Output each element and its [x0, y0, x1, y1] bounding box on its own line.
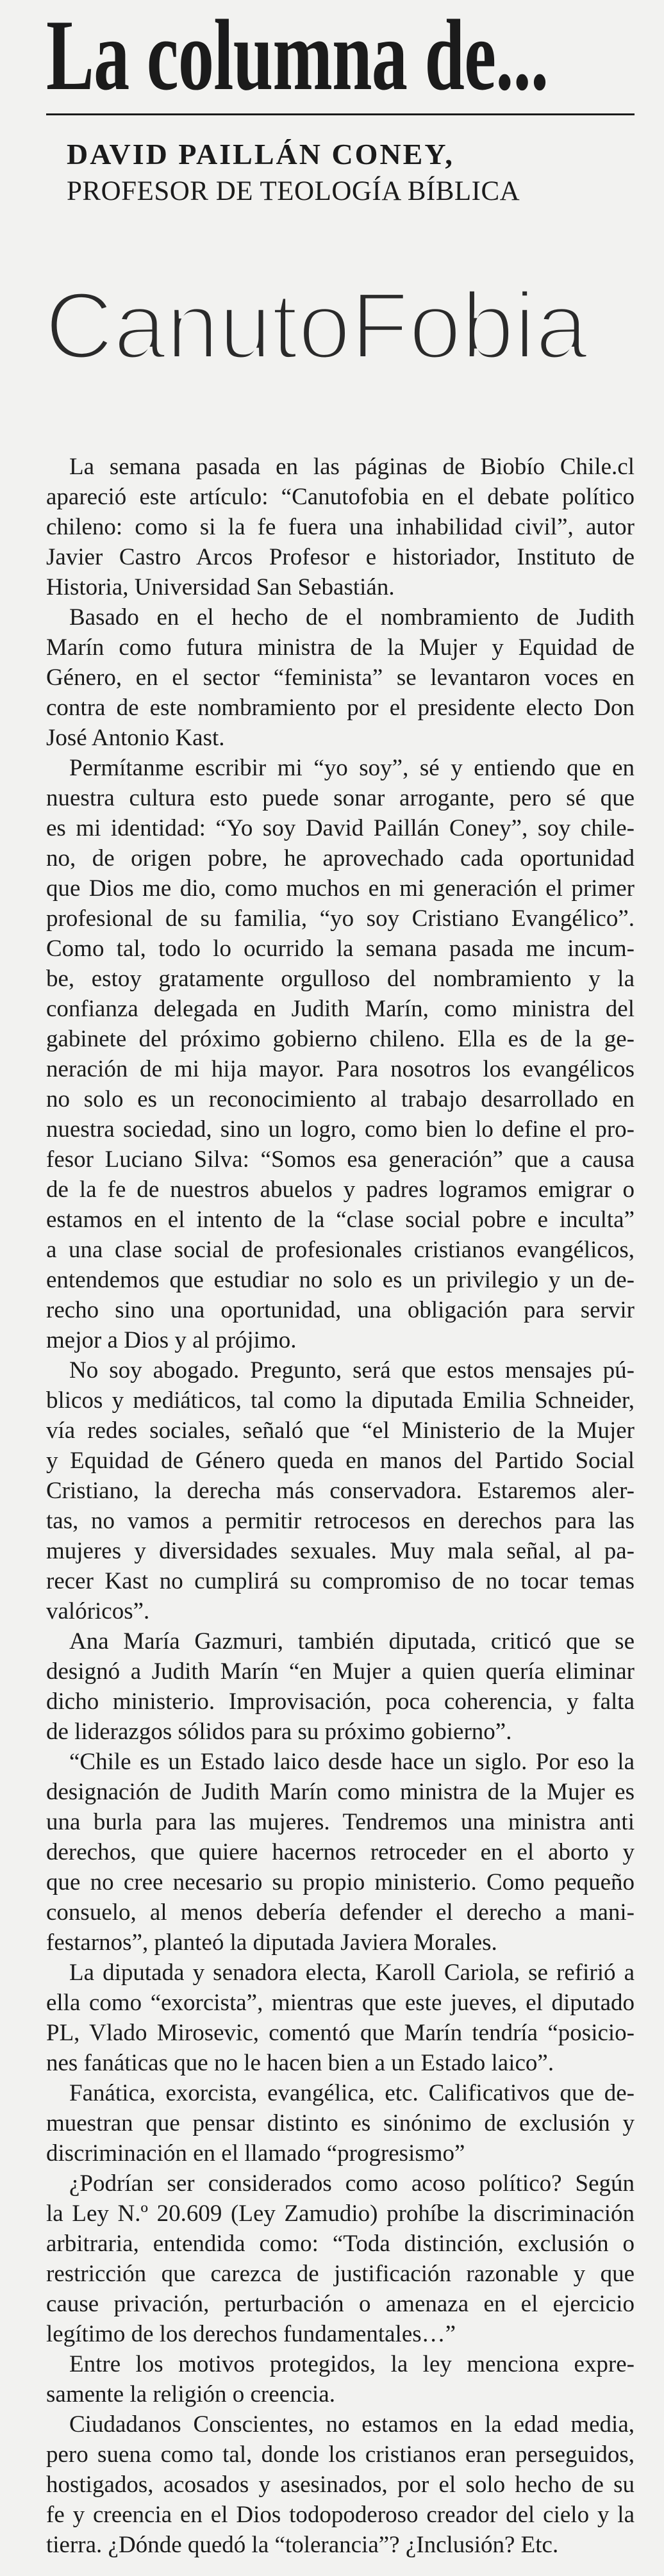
article-paragraph: [46, 602, 635, 753]
article-paragraph: [46, 2078, 635, 2168]
paragraph-line: blicos y mediáticos, tal como la diputada Emilia Schneider,: [46, 1387, 635, 1414]
paragraph-line: neración de mi hija mayor. Para nosotros los evangélicos: [46, 1056, 635, 1082]
paragraph-line: y Equidad de Género queda en manos del Partido Social: [46, 1448, 635, 1474]
paragraph-line: designación de Judith Marín como ministra de la Mujer es: [46, 1779, 635, 1805]
paragraph-line: cause privación, perturbación o amenaza en el ejercicio: [46, 2291, 635, 2317]
article-paragraph: [46, 2409, 635, 2560]
article-paragraph: [46, 2349, 635, 2409]
paragraph-line: apareció este artículo: “Canutofobia en el debate político: [46, 484, 635, 510]
paragraph-line: estamos en el intento de la “clase social pobre e inculta”: [46, 1207, 635, 1233]
paragraph-line: Marín como futura ministra de la Mujer y Equidad de: [46, 634, 635, 661]
paragraph-line: Como tal, todo lo ocurrido la semana pasada me incum-: [46, 936, 635, 962]
paragraph-line: recer Kast no cumplirá su compromiso de no tocar temas: [46, 1568, 635, 1594]
paragraph-line: samente la religión o creencia.: [46, 2381, 335, 2407]
paragraph-line: legítimo de los derechos fundamentales…”: [46, 2321, 456, 2347]
paragraph-line: que no cree necesario su propio ministerio. Como pequeño: [46, 1869, 635, 1895]
paragraph-line: que Dios me dio, como muchos en mi generación el primer: [46, 875, 635, 902]
paragraph-line: tas, no vamos a permitir retrocesos en derechos para las: [46, 1508, 635, 1534]
paragraph-line: muestran que pensar distinto es sinónimo de exclusión y: [46, 2110, 635, 2136]
paragraph-line: fesor Luciano Silva: “Somos esa generación” que a causa: [46, 1146, 635, 1173]
paragraph-line: Historia, Universidad San Sebastián.: [46, 574, 395, 600]
paragraph-line: restricción que carezca de justificación razonable y que: [46, 2261, 635, 2287]
article-paragraph: [46, 1958, 635, 2078]
paragraph-line: be, estoy gratamente orgulloso del nombramiento y la: [46, 966, 635, 992]
paragraph-line: gabinete del próximo gobierno chileno. Ella es de la ge-: [46, 1026, 635, 1052]
article-headline: CanutoFobia: [45, 273, 588, 379]
paragraph-line: nes fanáticas que no le hacen bien a un Estado laico”.: [46, 2050, 554, 2076]
paragraph-line: festarnos”, planteó la diputada Javiera Morales.: [46, 1929, 497, 1956]
paragraph-line: dicho ministerio. Improvisación, poca coherencia, y falta: [46, 1688, 635, 1715]
paragraph-line: valóricos”.: [46, 1598, 150, 1624]
paragraph-line: Ciudadanos Conscientes, no estamos en la edad media,: [69, 2411, 635, 2438]
paragraph-line: ¿Podrían ser considerados como acoso político? Según: [69, 2170, 635, 2197]
paragraph-line: Género, en el sector “feminista” se levantaron voces en: [46, 665, 635, 691]
section-title: La columna de...: [46, 0, 549, 111]
paragraph-line: la Ley N.º 20.609 (Ley Zamudio) prohíbe la discriminación: [46, 2200, 635, 2227]
paragraph-line: tierra. ¿Dónde quedó la “tolerancia”? ¿Inclusión? Etc.: [46, 2532, 559, 2558]
article-paragraph: [46, 1355, 635, 1626]
paragraph-line: ella como “exorcista”, mientras que este jueves, el diputado: [46, 1990, 635, 2016]
paragraph-line: entendemos que estudiar no solo es un privilegio y un de-: [46, 1267, 635, 1293]
paragraph-line: PL, Vlado Mirosevic, comentó que Marín tendría “posicio-: [46, 2020, 635, 2046]
paragraph-line: Basado en el hecho de el nombramiento de Judith: [69, 604, 635, 631]
article-paragraph: [46, 1626, 635, 1747]
author-name: DAVID PAILLÁN CONEY,: [67, 138, 454, 170]
paragraph-line: Cristiano, la derecha más conservadora. Estaremos aler-: [46, 1478, 635, 1504]
paragraph-line: Ana María Gazmuri, también diputada, criticó que se: [69, 1628, 635, 1655]
paragraph-line: La semana pasada en las páginas de Biobío Chile.cl: [69, 454, 635, 480]
paragraph-line: nuestra sociedad, sino un logro, como bien lo define el pro-: [46, 1116, 635, 1143]
paragraph-line: discriminación en el llamado “progresismo”: [46, 2140, 465, 2167]
byline: [67, 136, 520, 210]
paragraph-line: vía redes sociales, señaló que “el Ministerio de la Mujer: [46, 1417, 635, 1444]
paragraph-line: Fanática, exorcista, evangélica, etc. Calificativos que de-: [69, 2080, 635, 2106]
header-rule: [46, 113, 635, 115]
paragraph-line: contra de este nombramiento por el presidente electo Don: [46, 695, 635, 721]
article-paragraph: [46, 753, 635, 1355]
paragraph-line: recho sino una oportunidad, una obligación para servir: [46, 1297, 635, 1323]
paragraph-line: José Antonio Kast.: [46, 725, 225, 751]
paragraph-line: “Chile es un Estado laico desde hace un siglo. Por eso la: [69, 1749, 635, 1775]
paragraph-line: hostigados, acosados y asesinados, por el solo hecho de su: [46, 2472, 635, 2498]
paragraph-line: No soy abogado. Pregunto, será que estos mensajes pú-: [69, 1357, 635, 1383]
paragraph-line: de liderazgos sólidos para su próximo gobierno”.: [46, 1719, 512, 1745]
paragraph-line: pero suena como tal, donde los cristianos eran perseguidos,: [46, 2441, 635, 2468]
paragraph-line: no, de origen pobre, he aprovechado cada oportunidad: [46, 845, 635, 871]
paragraph-line: consuelo, al menos debería defender el derecho a mani-: [46, 1899, 635, 1926]
article-paragraph: [46, 452, 635, 602]
paragraph-line: fe y creencia en el Dios todopoderoso creador del cielo y la: [46, 2502, 635, 2528]
article-paragraph: [46, 1747, 635, 1958]
paragraph-line: chileno: como si la fe fuera una inhabilidad civil”, autor: [46, 514, 635, 540]
paragraph-line: mejor a Dios y al prójimo.: [46, 1327, 297, 1353]
paragraph-line: Entre los motivos protegidos, la ley menciona expre-: [69, 2351, 635, 2377]
paragraph-line: arbitraria, entendida como: “Toda distinción, exclusión o: [46, 2231, 635, 2257]
paragraph-line: no solo es un reconocimiento al trabajo desarrollado en: [46, 1086, 635, 1112]
paragraph-line: Javier Castro Arcos Profesor e historiador, Instituto de: [46, 544, 635, 570]
paragraph-line: confianza delegada en Judith Marín, como ministra del: [46, 996, 635, 1022]
article-paragraph: [46, 2168, 635, 2349]
paragraph-line: designó a Judith Marín “en Mujer a quien quería eliminar: [46, 1658, 635, 1685]
paragraph-line: La diputada y senadora electa, Karoll Cariola, se refirió a: [69, 1960, 635, 1986]
paragraph-line: de la fe de nuestros abuelos y padres logramos emigrar o: [46, 1177, 635, 1203]
paragraph-line: derechos, que quiere hacernos retroceder en el aborto y: [46, 1839, 635, 1865]
paragraph-line: Permítanme escribir mi “yo soy”, sé y entiendo que en: [69, 755, 635, 781]
paragraph-line: profesional de su familia, “yo soy Cristiano Evangélico”.: [46, 905, 635, 932]
article-body: [46, 452, 635, 2560]
paragraph-line: nuestra cultura esto puede sonar arrogante, pero sé que: [46, 785, 635, 811]
paragraph-line: una burla para las mujeres. Tendremos una ministra anti: [46, 1809, 635, 1835]
paragraph-line: a una clase social de profesionales cristianos evangélicos,: [46, 1237, 635, 1263]
paragraph-line: es mi identidad: “Yo soy David Paillán Coney”, soy chile-: [46, 815, 635, 841]
paragraph-line: mujeres y diversidades sexuales. Muy mala señal, al pa-: [46, 1538, 635, 1564]
author-role: PROFESOR DE TEOLOGÍA BÍBLICA: [67, 176, 520, 206]
